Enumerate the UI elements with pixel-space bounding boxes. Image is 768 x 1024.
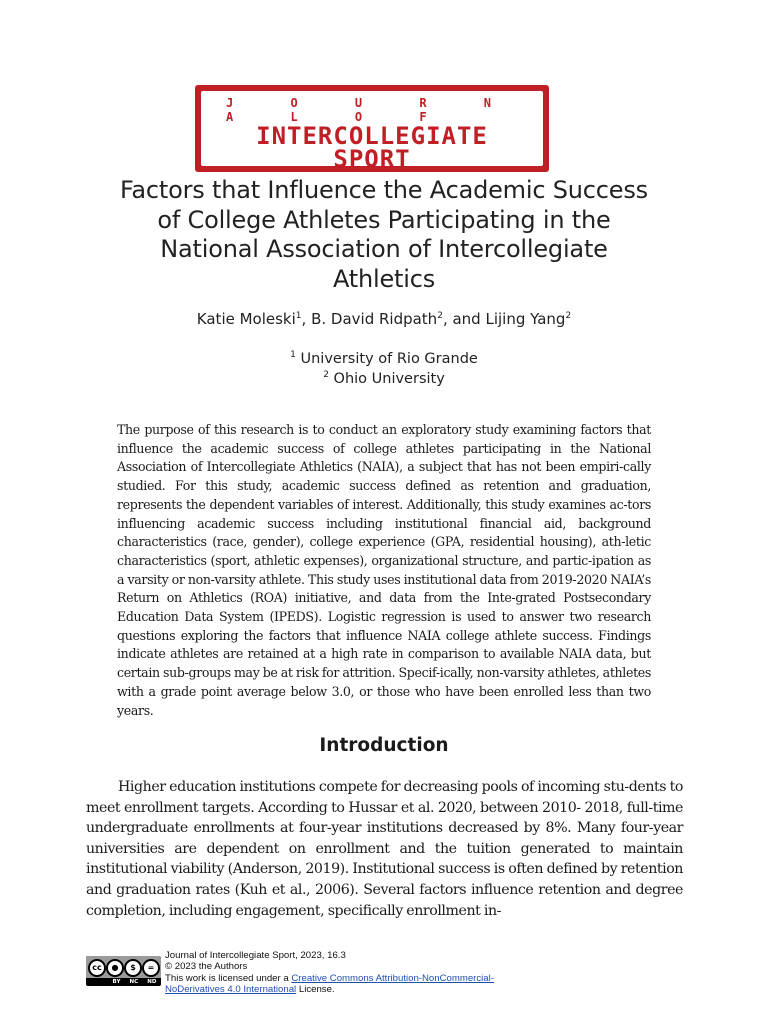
intro-line: Many four-year universities are dependent on enrollment and the tuition generated <box>86 820 683 857</box>
cc-icon: cc <box>88 959 106 977</box>
noncommercial-icon: $ <box>124 959 142 977</box>
author-list <box>60 309 708 329</box>
noderivatives-icon: = <box>142 959 160 977</box>
author-affiliation-marker: 2 <box>565 311 572 321</box>
title-line: of College Athletes Participating in the <box>157 205 611 234</box>
abstract <box>117 421 651 720</box>
abstract-line: 2019-2020 NAIA’s Return on Athletics (ROA) initiative, and data from the Inte- <box>117 571 652 606</box>
abstract-line: who have been enrolled less than two years. <box>117 683 651 718</box>
license-prefix: This work is licensed under a <box>165 972 292 984</box>
cc-label: BY <box>112 979 121 985</box>
cc-label: ND <box>147 979 157 985</box>
footer-journal-citation: Journal of Intercollegiate Sport, 2023, 16.3 <box>165 950 346 961</box>
author-separator: , <box>301 310 312 328</box>
abstract-line: to answer two research questions exploring the factors that influence NAIA college <box>117 609 652 643</box>
affiliation-name: University of Rio Grande <box>300 351 478 367</box>
intro-line: retention and degree completion, including engagement, specifically enrollment in- <box>86 881 683 919</box>
author-separator: , and <box>442 310 486 328</box>
abstract-line: ipation as a varsity or non-varsity athlete. This study uses institutional data from <box>117 552 651 587</box>
abstract-line: The purpose of this research is to conduct an exploratory study examining factors <box>117 422 623 437</box>
cc-badge-labels <box>86 978 161 986</box>
abstract-line: tors influencing academic success including institutional financial aid, background <box>117 496 651 531</box>
abstract-line: athlete success. Findings indicate athletes are retained at a high rate in comparison <box>117 627 651 662</box>
author-affiliation-marker: 2 <box>437 311 443 321</box>
affiliation <box>60 349 708 369</box>
affiliation-marker: 1 <box>290 350 296 361</box>
footer-license-line <box>165 973 585 984</box>
title-line: National Association of Intercollegiate <box>160 235 608 263</box>
section-heading-introduction: Introduction <box>319 735 449 756</box>
abstract-line: letic characteristics (sport, athletic expenses), organizational structure, and partic- <box>117 534 651 568</box>
intro-line: defined by retention and graduation rates (Kuh et al., 2006). Several factors influence <box>86 861 683 898</box>
author-affiliation-marker: 1 <box>295 311 302 321</box>
affiliation <box>60 369 708 389</box>
intro-line: 2018, full-time undergraduate enrollments at four-year institutions decreased by 8%. <box>86 799 683 837</box>
abstract-line: ically, non-varsity athletes, athletes with a grade point average below 3.0, or those <box>117 665 651 699</box>
article-title <box>60 176 708 294</box>
abstract-line: to available NAIA data, but certain sub-groups may be at risk for attrition. Specif- <box>117 646 651 681</box>
abstract-line: cally studied. For this study, academic success defined as retention and graduation, <box>117 459 651 494</box>
attribution-icon: ● <box>106 959 124 977</box>
footer-copyright: © 2023 the Authors <box>165 961 248 973</box>
footer-license-block <box>165 950 585 996</box>
intro-line: Higher education institutions compete for decreasing pools of incoming stu- <box>118 779 629 795</box>
author-name: Katie Moleski <box>196 310 296 328</box>
footer-license-line <box>165 984 585 995</box>
abstract-line: characteristics (race, gender), college experience (GPA, residential housing), ath- <box>117 534 626 550</box>
affiliation-name: Ohio University <box>333 371 445 387</box>
author-name: Lijing Yang <box>485 310 566 328</box>
license-link[interactable]: NoDerivatives 4.0 International <box>165 984 297 996</box>
journal-logo-inner <box>201 91 543 173</box>
journal-logo <box>195 85 549 172</box>
license-suffix: License. <box>296 984 335 996</box>
author-name: B. David Ridpath <box>311 310 438 328</box>
affiliation-list <box>60 349 708 389</box>
logo-sport: SPORT <box>333 145 411 173</box>
abstract-line: Association of Intercollegiate Athletics (NAIA), a subject that has not been empiri- <box>117 459 624 475</box>
introduction-paragraph <box>86 777 683 921</box>
cc-label: NC <box>129 979 139 985</box>
license-link[interactable]: Creative Commons Attribution-NonCommercial- <box>291 972 494 984</box>
abstract-line: represents the dependent variables of interest. Additionally, this study examines ac- <box>117 496 628 512</box>
intro-line: dents to meet enrollment targets. According to Hussar et al. 2020, between 2010- <box>86 779 683 816</box>
abstract-line: grated Postsecondary Education Data System (IPEDS). Logistic regression is used <box>117 590 651 625</box>
intro-line: to maintain institutional viability (Anderson, 2019). Institutional success is often <box>86 840 683 878</box>
logo-journal-of: J O U R N A L O F <box>226 96 517 124</box>
logo-intercollegiate: INTERCOLLEGIATE <box>256 122 488 150</box>
title-line: Athletics <box>332 264 436 293</box>
creative-commons-badge[interactable] <box>86 956 161 986</box>
affiliation-marker: 2 <box>323 370 329 381</box>
abstract-line: that influence the academic success of college athletes participating in the National <box>117 422 651 456</box>
title-line: Factors that Influence the Academic Success <box>120 176 648 204</box>
